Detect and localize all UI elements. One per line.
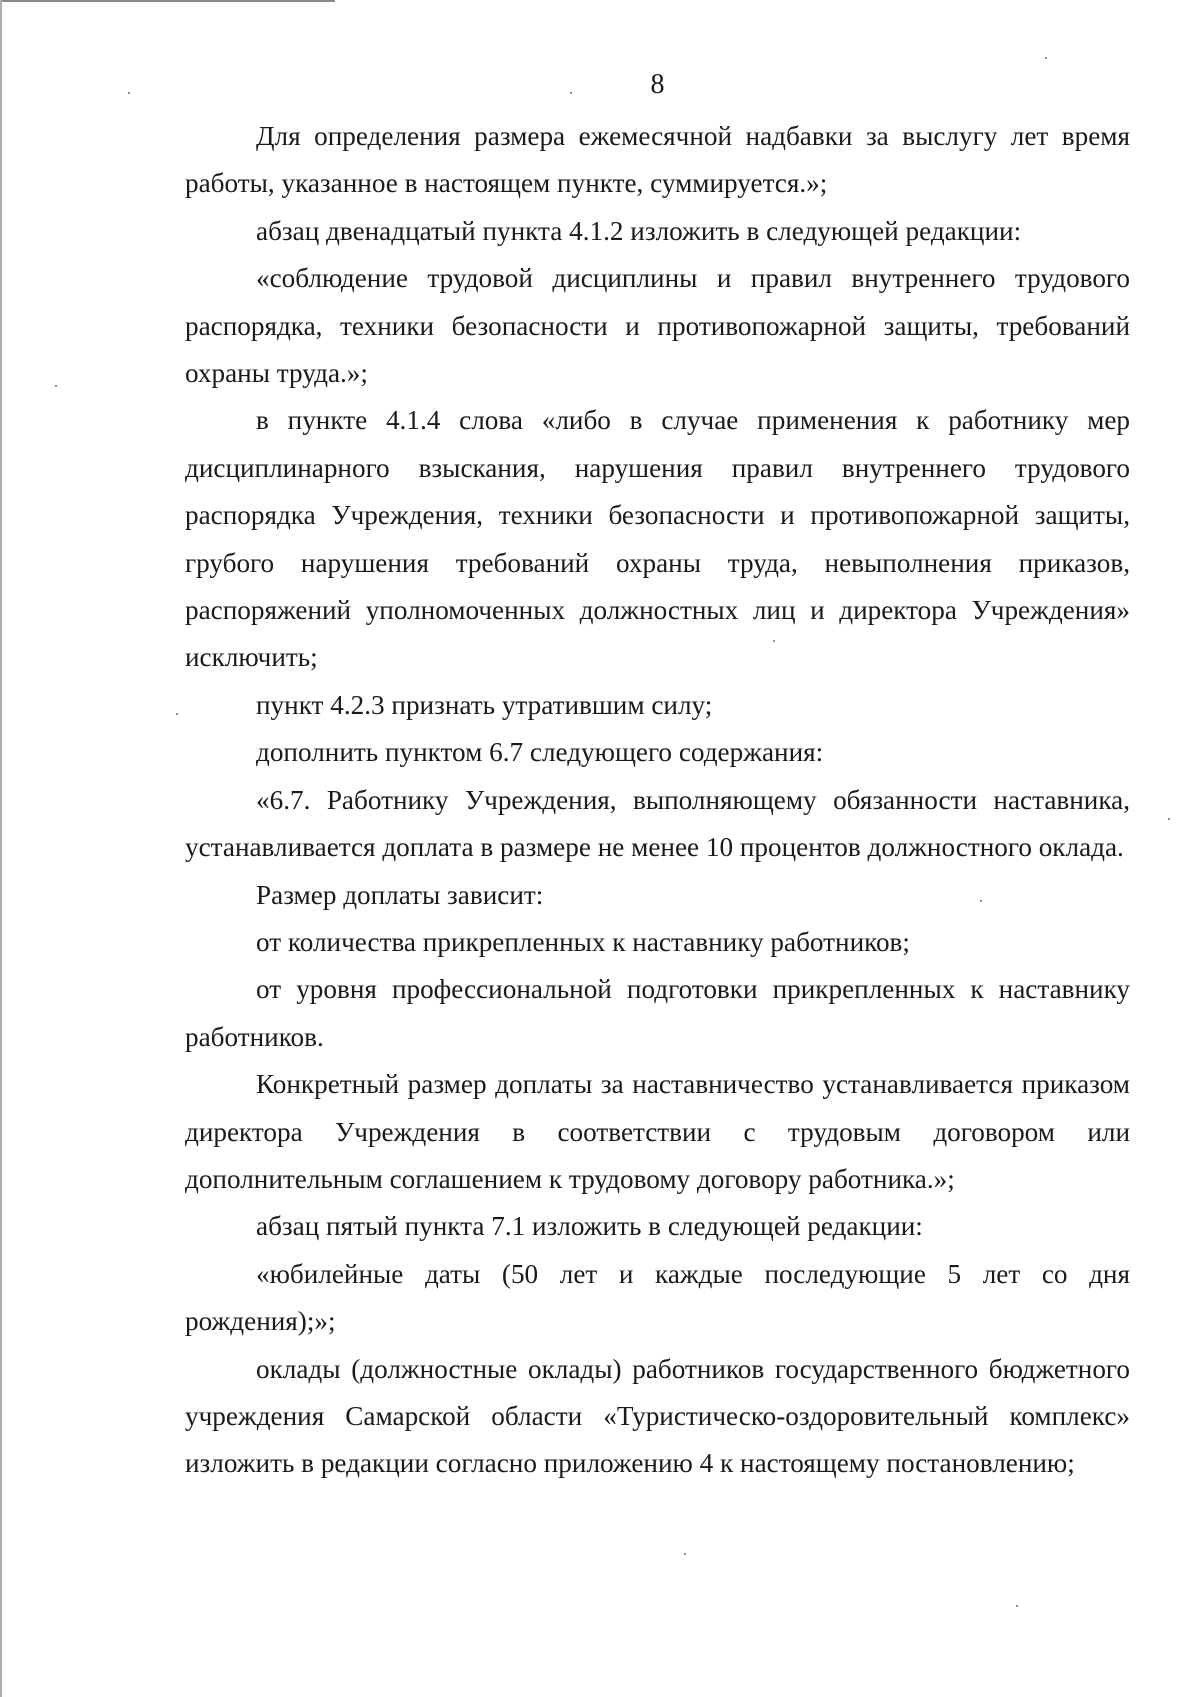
- paragraph: в пункте 4.1.4 слова «либо в случае применения к работнику мер дисциплинарного взыскания, нарушения правил внутреннего трудового распорядка Учреждения, техники безопасности и противопожарной защиты, грубого нарушения требований охраны труда, невыполнения приказов, распоряжений уполномоченных должностных лиц и директора Учреждения» исключить;: [185, 405, 1130, 673]
- paragraph: пункт 4.2.3 признать утратившим силу;: [256, 689, 713, 720]
- paragraph: от количества прикрепленных к наставнику работников;: [256, 926, 910, 957]
- paragraph: абзац двенадцатый пункта 4.1.2 изложить в следующей редакции:: [256, 215, 1022, 246]
- paragraph: «6.7. Работнику Учреждения, выполняющему обязанности наставника, устанавливается доплата в размере не менее 10 процентов должностного оклада.: [185, 784, 1130, 863]
- scan-speck: [684, 1553, 686, 1555]
- paragraph: абзац пятый пункта 7.1 изложить в следующей редакции:: [256, 1211, 923, 1242]
- paragraph: Для определения размера ежемесячной надбавки за выслугу лет время работы, указанное в настоящем пункте, суммируется.»;: [185, 121, 1130, 199]
- paragraph: Размер доплаты зависит:: [256, 879, 544, 910]
- paragraph: Конкретный размер доплаты за наставничество устанавливается приказом директора Учреждения в соответствии с трудовым договором или дополнительным соглашением к трудовому договору работника.»;: [185, 1069, 1130, 1194]
- scan-speck: [1016, 1605, 1018, 1607]
- paragraph: дополнить пунктом 6.7 следующего содержания:: [256, 737, 824, 768]
- document-body: [185, 113, 1130, 1488]
- paragraph: «соблюдение трудовой дисциплины и правил внутреннего трудового распорядка, техники безопасности и противопожарной защиты, требований охраны труда.»;: [185, 263, 1130, 389]
- scan-speck: [176, 713, 178, 715]
- paragraph: от уровня профессиональной подготовки прикрепленных к наставнику работников.: [185, 974, 1130, 1052]
- scan-speck: [1045, 57, 1047, 59]
- scan-speck: [1168, 818, 1170, 820]
- page-number: 8: [650, 69, 665, 100]
- paragraph: оклады (должностные оклады) работников государственного бюджетного учреждения Самарской области «Туристическо-оздоровительный комплекс» изложить в редакции согласно приложению 4 к настоящему постановлению;: [185, 1353, 1130, 1479]
- scan-top-rule: [0, 0, 335, 2]
- scan-speck: [55, 385, 57, 387]
- scan-left-edge: [0, 0, 2, 1697]
- paragraph: «юбилейные даты (50 лет и каждые последующие 5 лет со дня рождения);»;: [185, 1258, 1130, 1337]
